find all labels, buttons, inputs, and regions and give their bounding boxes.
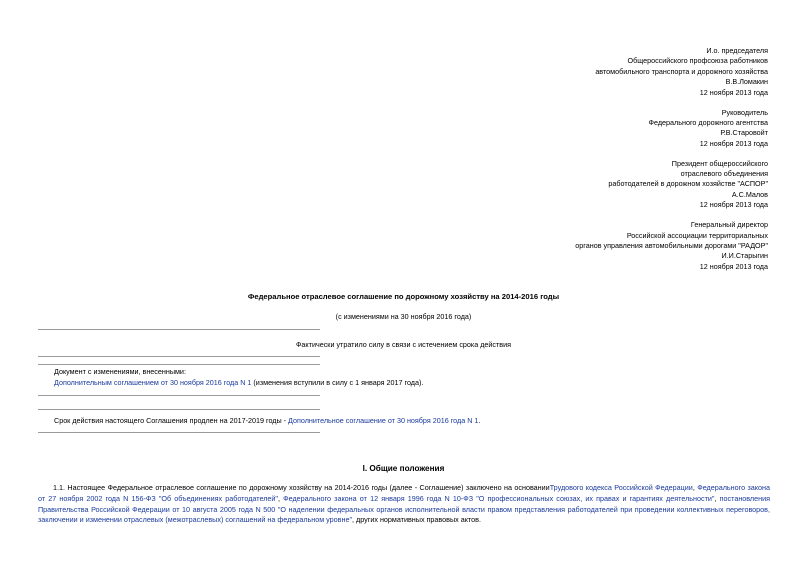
approval-block-road-agency — [438, 108, 768, 150]
changes-label: Документ с изменениями, внесенными: — [54, 367, 186, 376]
changes-line — [54, 378, 423, 388]
approval-line: органов управления автомобильными дорогами "РАДОР" — [575, 241, 768, 250]
separator: , — [692, 483, 698, 492]
approval-block-trade-union — [438, 46, 768, 98]
extension-note — [54, 416, 480, 426]
divider — [38, 395, 320, 396]
approval-line: Общероссийского профсоюза работников — [627, 56, 768, 66]
approval-line: 12 ноября 2013 года — [699, 200, 768, 210]
approval-line: Руководитель — [721, 107, 768, 117]
approval-line: 12 ноября 2013 года — [699, 261, 768, 271]
employers-law-link[interactable]: Федерального закона от 27 ноября 2002 года N 156-ФЗ "Об объединениях работодателей" — [38, 483, 770, 503]
section-heading: I. Общие положения — [362, 464, 445, 473]
paragraph-text-end: , других нормативных правовых актов. — [352, 515, 481, 525]
labor-code-link[interactable]: Трудового кодекса Российской Федерации — [549, 483, 693, 492]
approval-line: Р.В.Старовойт — [720, 128, 768, 138]
trade-unions-law-link[interactable]: Федерального закона от 12 января 1996 года N 10-ФЗ "О профессиональных союзах, их правах и гарантиях деятельности" — [283, 493, 715, 503]
approval-line: автомобильного транспорта и дорожного хозяйства — [595, 66, 768, 76]
expired-note: Фактически утратило силу в связи с истечением срока действия — [295, 340, 512, 349]
approval-line: Российской ассоциации территориальных — [626, 230, 768, 240]
extension-text: Срок действия настоящего Соглашения продлен на 2017-2019 годы - — [54, 416, 289, 425]
approval-line: отраслевого объединения — [680, 169, 768, 179]
separator: , — [278, 493, 284, 503]
approval-line: 12 ноября 2013 года — [699, 138, 768, 148]
extension-suffix: . — [478, 416, 481, 425]
divider — [38, 356, 320, 357]
approval-line: работодателей в дорожном хозяйстве "АСПОР" — [608, 179, 768, 189]
approval-line: А.С.Малов — [731, 189, 768, 199]
government-resolution-link[interactable]: постановления Правительства Российской Федерации от 10 августа 2005 года N 500 "О наделении федеральных органов исполнительной власти правом представления работодателей при проведении коллективных переговоров, заключении и изменении отраслевых (межотраслевых) соглашений на федеральном уровне" — [38, 493, 771, 525]
divider — [38, 432, 320, 433]
paragraph-text: 1.1. Настоящее Федеральное отраслевое соглашение по дорожному хозяйству на 2014-2016 годы (далее - Соглашение) заключено на основании — [53, 483, 550, 492]
approval-block-rador — [438, 220, 768, 272]
changes-suffix: (изменения вступили в силу с 1 января 2017 года). — [251, 378, 424, 387]
approval-line: В.В.Ломакин — [725, 77, 768, 87]
paragraph-1-1 — [38, 483, 770, 526]
approval-line: Генеральный директор — [690, 220, 768, 230]
separator: , — [714, 493, 720, 503]
divider — [38, 364, 320, 365]
amendment-link[interactable]: Дополнительным соглашением от 30 ноября 2016 года N 1 — [54, 378, 252, 387]
divider — [38, 409, 320, 410]
approval-line: И.о. председателя — [706, 46, 768, 55]
document-title: Федеральное отраслевое соглашение по дорожному хозяйству на 2014-2016 годы — [247, 292, 560, 301]
approval-line: Президент общероссийского — [671, 158, 768, 168]
approval-line: И.И.Старыгин — [721, 251, 768, 261]
approval-line: Федерального дорожного агентства — [648, 117, 768, 127]
approval-signatures — [438, 46, 768, 282]
revision-note: (с изменениями на 30 ноября 2016 года) — [335, 312, 472, 321]
approval-block-aspor — [438, 159, 768, 211]
approval-line: 12 ноября 2013 года — [699, 87, 768, 97]
extension-link[interactable]: Дополнительное соглашение от 30 ноября 2016 года N 1 — [288, 416, 479, 425]
divider — [38, 329, 320, 330]
